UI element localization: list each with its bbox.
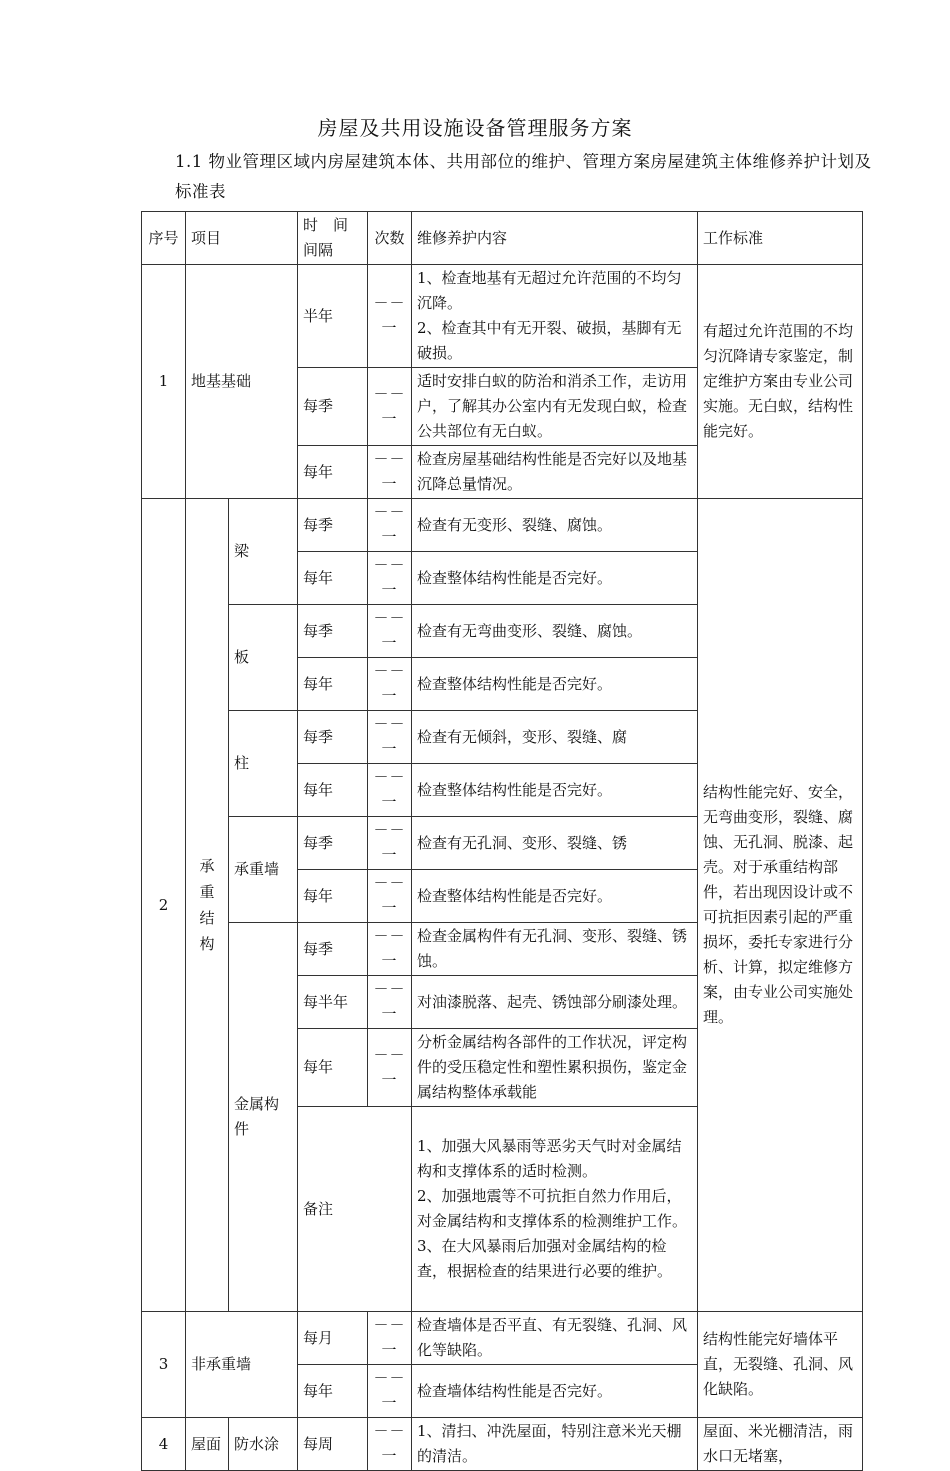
row-content: 检查有无倾斜，变形、裂缝、腐 <box>412 711 698 764</box>
row-item: 地基基础 <box>186 265 298 499</box>
row-content: 1、检查地基有无超过允许范围的不均匀沉降。 2、检查其中有无开裂、破损，基脚有无破损。 <box>412 265 698 368</box>
row-content: 1、加强大风暴雨等恶劣天气时对金属结构和支撑体系的适时检测。 2、加强地震等不可抗拒自然力作用后，对金属结构和支撑体系的检测维护工作。 3、在大风暴雨后加强对金属结构的检查，根据检查的结果进行必要的维护。 <box>412 1107 698 1312</box>
row-content: 分析金属结构各部件的工作状况，评定构件的受压稳定性和塑性累积损伤，鉴定金属结构整体承载能 <box>412 1029 698 1107</box>
section-heading: 1.1 物业管理区域内房屋建筑本体、共用部位的维护、管理方案房屋建筑主体维修养护计划及标准表 <box>175 152 872 201</box>
subitem-name: 梁 <box>229 499 298 605</box>
header-standard: 工作标准 <box>698 212 863 265</box>
row-interval: 每半年 <box>298 976 368 1029</box>
row-times: －－一 <box>368 658 412 711</box>
row-seq: 4 <box>142 1418 186 1471</box>
row-standard: 屋面、米光棚清洁，雨水口无堵塞， <box>698 1418 863 1471</box>
row-content: 检查房屋基础结构性能是否完好以及地基沉降总量情况。 <box>412 446 698 499</box>
row-times: －－一 <box>368 605 412 658</box>
row-times: －－一 <box>368 499 412 552</box>
row-content: 检查整体结构性能是否完好。 <box>412 870 698 923</box>
subitem-name: 板 <box>229 605 298 711</box>
row-interval: 每月 <box>298 1312 368 1365</box>
row-content: 1、清扫、冲洗屋面，特别注意米光天棚的清洁。 <box>412 1418 698 1471</box>
row-content: 检查有无变形、裂缝、腐蚀。 <box>412 499 698 552</box>
row-seq: 2 <box>142 499 186 1312</box>
row-interval: 备注 <box>298 1107 412 1312</box>
row-interval: 每年 <box>298 658 368 711</box>
row-times: －－一 <box>368 552 412 605</box>
page-title: 房屋及共用设施设备管理服务方案 <box>317 116 633 140</box>
row-interval: 每季 <box>298 499 368 552</box>
row-item-label: 承重结构 <box>199 857 215 953</box>
row-times: －－一 <box>368 764 412 817</box>
row-times: －－一 <box>368 817 412 870</box>
row-standard: 结构性能完好墙体平直，无裂缝、孔洞、风化缺陷。 <box>698 1312 863 1418</box>
row-content: 检查有无弯曲变形、裂缝、腐蚀。 <box>412 605 698 658</box>
row-times: －－一 <box>368 923 412 976</box>
row-times: －－一 <box>368 1312 412 1365</box>
row-standard: 有超过允许范围的不均匀沉降请专家鉴定，制定维护方案由专业公司实施。无白蚁，结构性能完好。 <box>698 265 863 499</box>
header-item: 项目 <box>186 212 298 265</box>
row-content: 检查金属构件有无孔洞、变形、裂缝、锈蚀。 <box>412 923 698 976</box>
header-content: 维修养护内容 <box>412 212 698 265</box>
header-seq: 序号 <box>142 212 186 265</box>
subitem-name: 柱 <box>229 711 298 817</box>
row-content: 检查整体结构性能是否完好。 <box>412 552 698 605</box>
row-times: －－一 <box>368 446 412 499</box>
row-interval: 每季 <box>298 817 368 870</box>
row-times: －－一 <box>368 870 412 923</box>
subitem-name: 防水涂 <box>229 1418 298 1471</box>
row-item: 屋面 <box>186 1418 229 1471</box>
table-header-row <box>142 212 863 265</box>
row-content: 检查墙体是否平直、有无裂缝、孔洞、风化等缺陷。 <box>412 1312 698 1365</box>
subitem-name: 承重墙 <box>229 817 298 923</box>
row-content: 检查有无孔洞、变形、裂缝、锈 <box>412 817 698 870</box>
row-interval: 每周 <box>298 1418 368 1471</box>
table-row <box>142 1312 863 1365</box>
row-interval: 每年 <box>298 1365 368 1418</box>
row-times: －－一 <box>368 265 412 368</box>
row-content: 对油漆脱落、起壳、锈蚀部分刷漆处理。 <box>412 976 698 1029</box>
table-row <box>142 265 863 368</box>
maintenance-table <box>141 211 863 1471</box>
row-interval: 每季 <box>298 368 368 446</box>
row-content: 检查整体结构性能是否完好。 <box>412 658 698 711</box>
row-item <box>186 499 229 1312</box>
table-row <box>142 1418 863 1471</box>
row-times: －－一 <box>368 368 412 446</box>
row-interval: 每年 <box>298 1029 368 1107</box>
row-interval: 每季 <box>298 605 368 658</box>
row-interval: 每年 <box>298 446 368 499</box>
row-interval: 每年 <box>298 552 368 605</box>
row-seq: 3 <box>142 1312 186 1418</box>
row-interval: 每年 <box>298 764 368 817</box>
row-times: －－一 <box>368 976 412 1029</box>
row-times: －－一 <box>368 1029 412 1107</box>
row-item: 非承重墙 <box>186 1312 298 1418</box>
row-interval: 半年 <box>298 265 368 368</box>
row-content: 适时安排白蚁的防治和消杀工作，走访用户，了解其办公室内有无发现白蚁，检查公共部位有无白蚁。 <box>412 368 698 446</box>
row-interval: 每年 <box>298 870 368 923</box>
row-times: －－一 <box>368 711 412 764</box>
table-row <box>142 499 863 552</box>
row-interval: 每季 <box>298 923 368 976</box>
row-seq: 1 <box>142 265 186 499</box>
row-times: －－一 <box>368 1418 412 1471</box>
header-interval: 时 间间隔 <box>298 212 368 265</box>
row-interval: 每季 <box>298 711 368 764</box>
row-content: 检查整体结构性能是否完好。 <box>412 764 698 817</box>
row-times: －－一 <box>368 1365 412 1418</box>
subitem-name: 金属构件 <box>229 923 298 1312</box>
row-standard: 结构性能完好、安全，无弯曲变形，裂缝、腐蚀、无孔洞、脱漆、起壳。对于承重结构部件，若出现因设计或不可抗拒因素引起的严重损坏，委托专家进行分析、计算，拟定维修方案，由专业公司实施处理。 <box>698 499 863 1312</box>
row-content: 检查墙体结构性能是否完好。 <box>412 1365 698 1418</box>
header-times: 次数 <box>368 212 412 265</box>
